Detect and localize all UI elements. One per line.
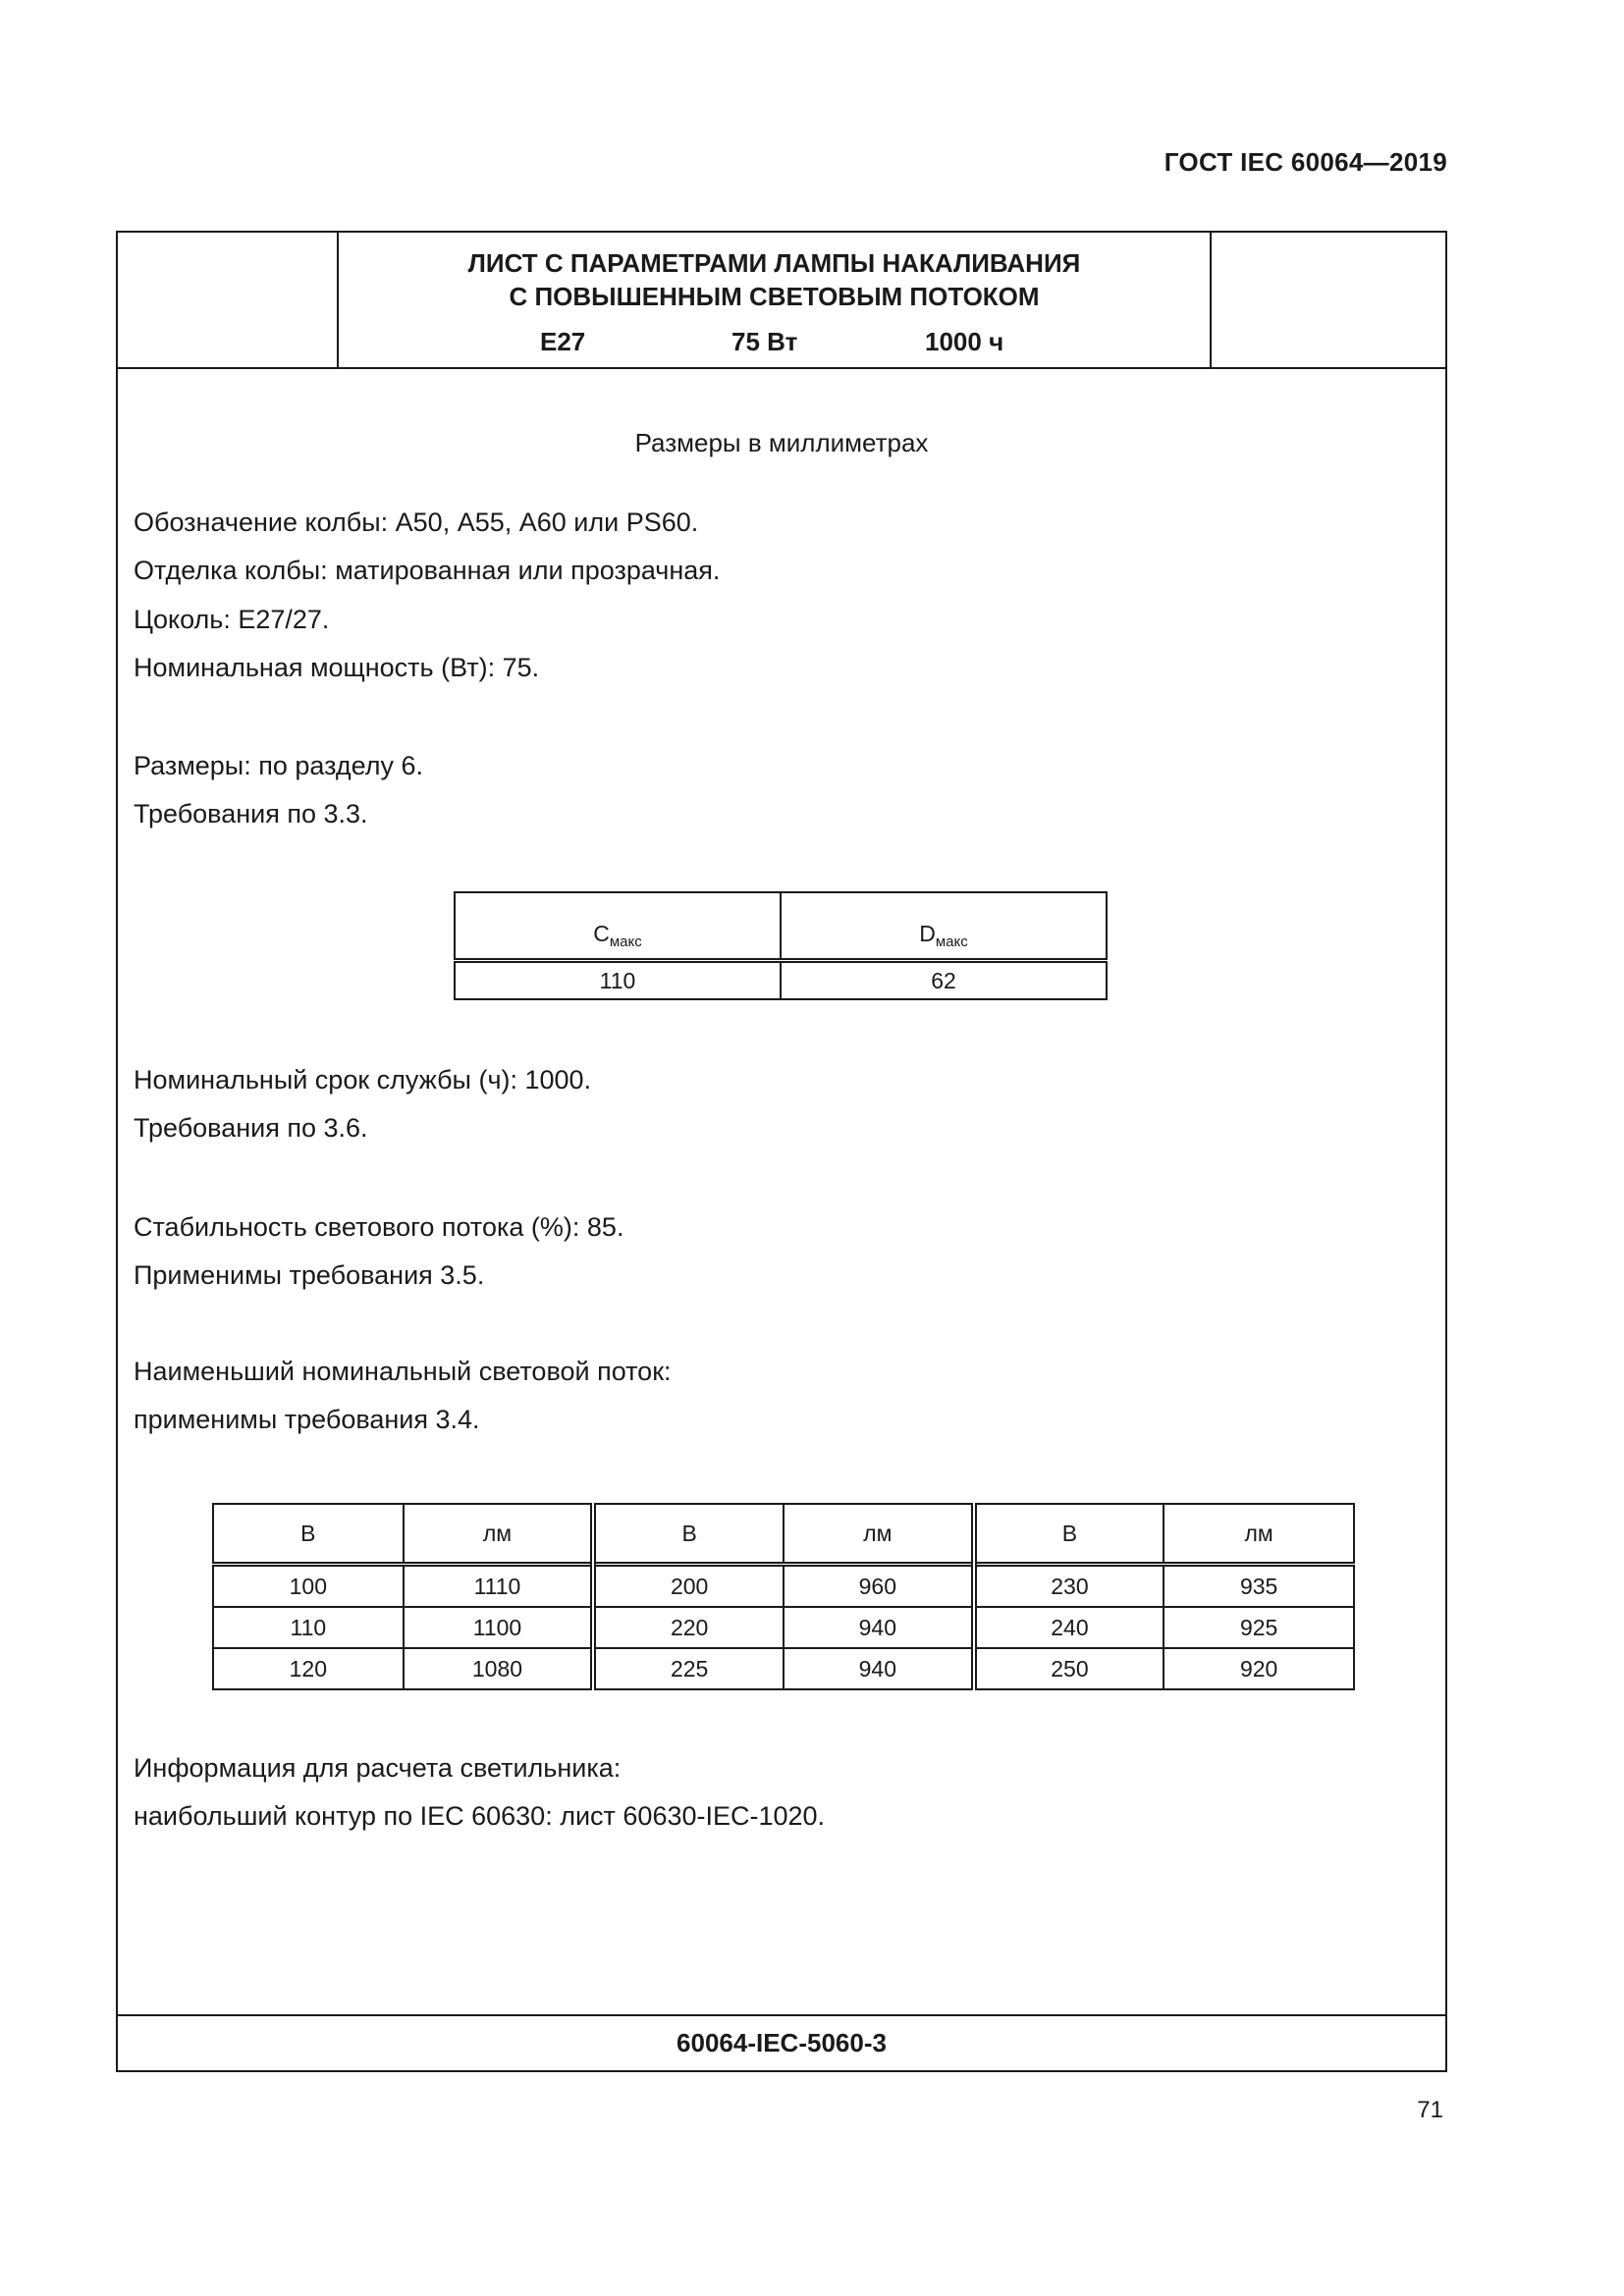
sheet-title (339, 246, 1210, 313)
sheet-header (118, 233, 1445, 369)
sheet-code: 60064-IEC-5060-3 (118, 2014, 1445, 2070)
lumen-header: лм (784, 1504, 974, 1565)
cap-type: E27 (540, 327, 586, 356)
bulb-finish: Отделка колбы: матированная или прозрачная. (134, 556, 721, 585)
min-luminous-flux: Наименьший номинальный световой поток: (134, 1357, 672, 1386)
table-cell: 940 (784, 1607, 974, 1648)
max-contour: наибольший контур по IEC 60630: лист 60630-IEC-1020. (134, 1801, 826, 1831)
cap-base: Цоколь: Е27/27. (134, 605, 330, 634)
table-cell: 230 (974, 1565, 1164, 1608)
requirements-3-6: Требования по 3.6. (134, 1113, 368, 1143)
table-cell: 250 (974, 1648, 1164, 1689)
table-cell: 120 (213, 1648, 404, 1689)
table-row (213, 1648, 1354, 1689)
power-rating: 75 Вт (731, 327, 798, 356)
sheet-body (118, 367, 1445, 2016)
lumen-header: лм (1164, 1504, 1354, 1565)
header-title-cell (339, 233, 1210, 367)
voltage-header: В (213, 1504, 404, 1565)
bulb-designation: Обозначение колбы: А50, А55, А60 или PS60. (134, 507, 699, 537)
table-cell: 1080 (404, 1648, 594, 1689)
c-max-value: 110 (455, 961, 781, 1000)
d-max-value: 62 (781, 961, 1107, 1000)
requirements-3-3: Требования по 3.3. (134, 799, 368, 828)
rated-wattage: Номинальная мощность (Вт): 75. (134, 653, 540, 682)
table-cell: 200 (593, 1565, 784, 1608)
table-cell: 1110 (404, 1565, 594, 1608)
sheet-title-line1: ЛИСТ С ПАРАМЕТРАМИ ЛАМПЫ НАКАЛИВАНИЯ (467, 248, 1081, 278)
lumen-header: лм (404, 1504, 594, 1565)
table-cell: 935 (1164, 1565, 1354, 1608)
requirements-3-4: применимы требования 3.4. (134, 1405, 480, 1434)
table-cell: 960 (784, 1565, 974, 1608)
header-left-cell (118, 233, 339, 367)
table-cell: 920 (1164, 1648, 1354, 1689)
table-cell: 925 (1164, 1607, 1354, 1648)
units-note: Размеры в миллиметрах (634, 428, 929, 457)
table-cell: 225 (593, 1648, 784, 1689)
table-row (213, 1565, 1354, 1608)
header-right-cell (1210, 233, 1445, 367)
table-header-row (455, 892, 1107, 961)
sheet-title-line2: С ПОВЫШЕННЫМ СВЕТОВЫМ ПОТОКОМ (509, 282, 1040, 311)
table-row (213, 1607, 1354, 1648)
table-cell: 240 (974, 1607, 1164, 1648)
sheet-subtitle (339, 327, 1210, 358)
requirements-3-5: Применимы требования 3.5. (134, 1260, 485, 1290)
voltage-header: В (593, 1504, 784, 1565)
luminaire-info: Информация для расчета светильника: (134, 1753, 622, 1783)
life-rating: 1000 ч (925, 327, 1004, 356)
standard-code: ГОСТ IEC 60064—2019 (1164, 147, 1447, 177)
table-cell: 1100 (404, 1607, 594, 1648)
c-max-header: $C_{макс}$ (455, 892, 781, 961)
dimensions-table (454, 891, 1108, 1000)
d-max-header: $D_{макс}$ (781, 892, 1107, 961)
voltage-header: В (974, 1504, 1164, 1565)
rated-lifetime: Номинальный срок службы (ч): 1000. (134, 1065, 592, 1095)
datasheet-frame (116, 231, 1447, 2072)
table-cell: 100 (213, 1565, 404, 1608)
dimensions-ref: Размеры: по разделу 6. (134, 751, 424, 780)
lumen-maintenance: Стабильность светового потока (%): 85. (134, 1212, 624, 1242)
table-row (455, 961, 1107, 1000)
table-cell: 940 (784, 1648, 974, 1689)
page-number: 71 (1417, 2097, 1443, 2123)
table-cell: 110 (213, 1607, 404, 1648)
luminous-flux-table (212, 1503, 1355, 1690)
table-cell: 220 (593, 1607, 784, 1648)
table-header-row (213, 1504, 1354, 1565)
